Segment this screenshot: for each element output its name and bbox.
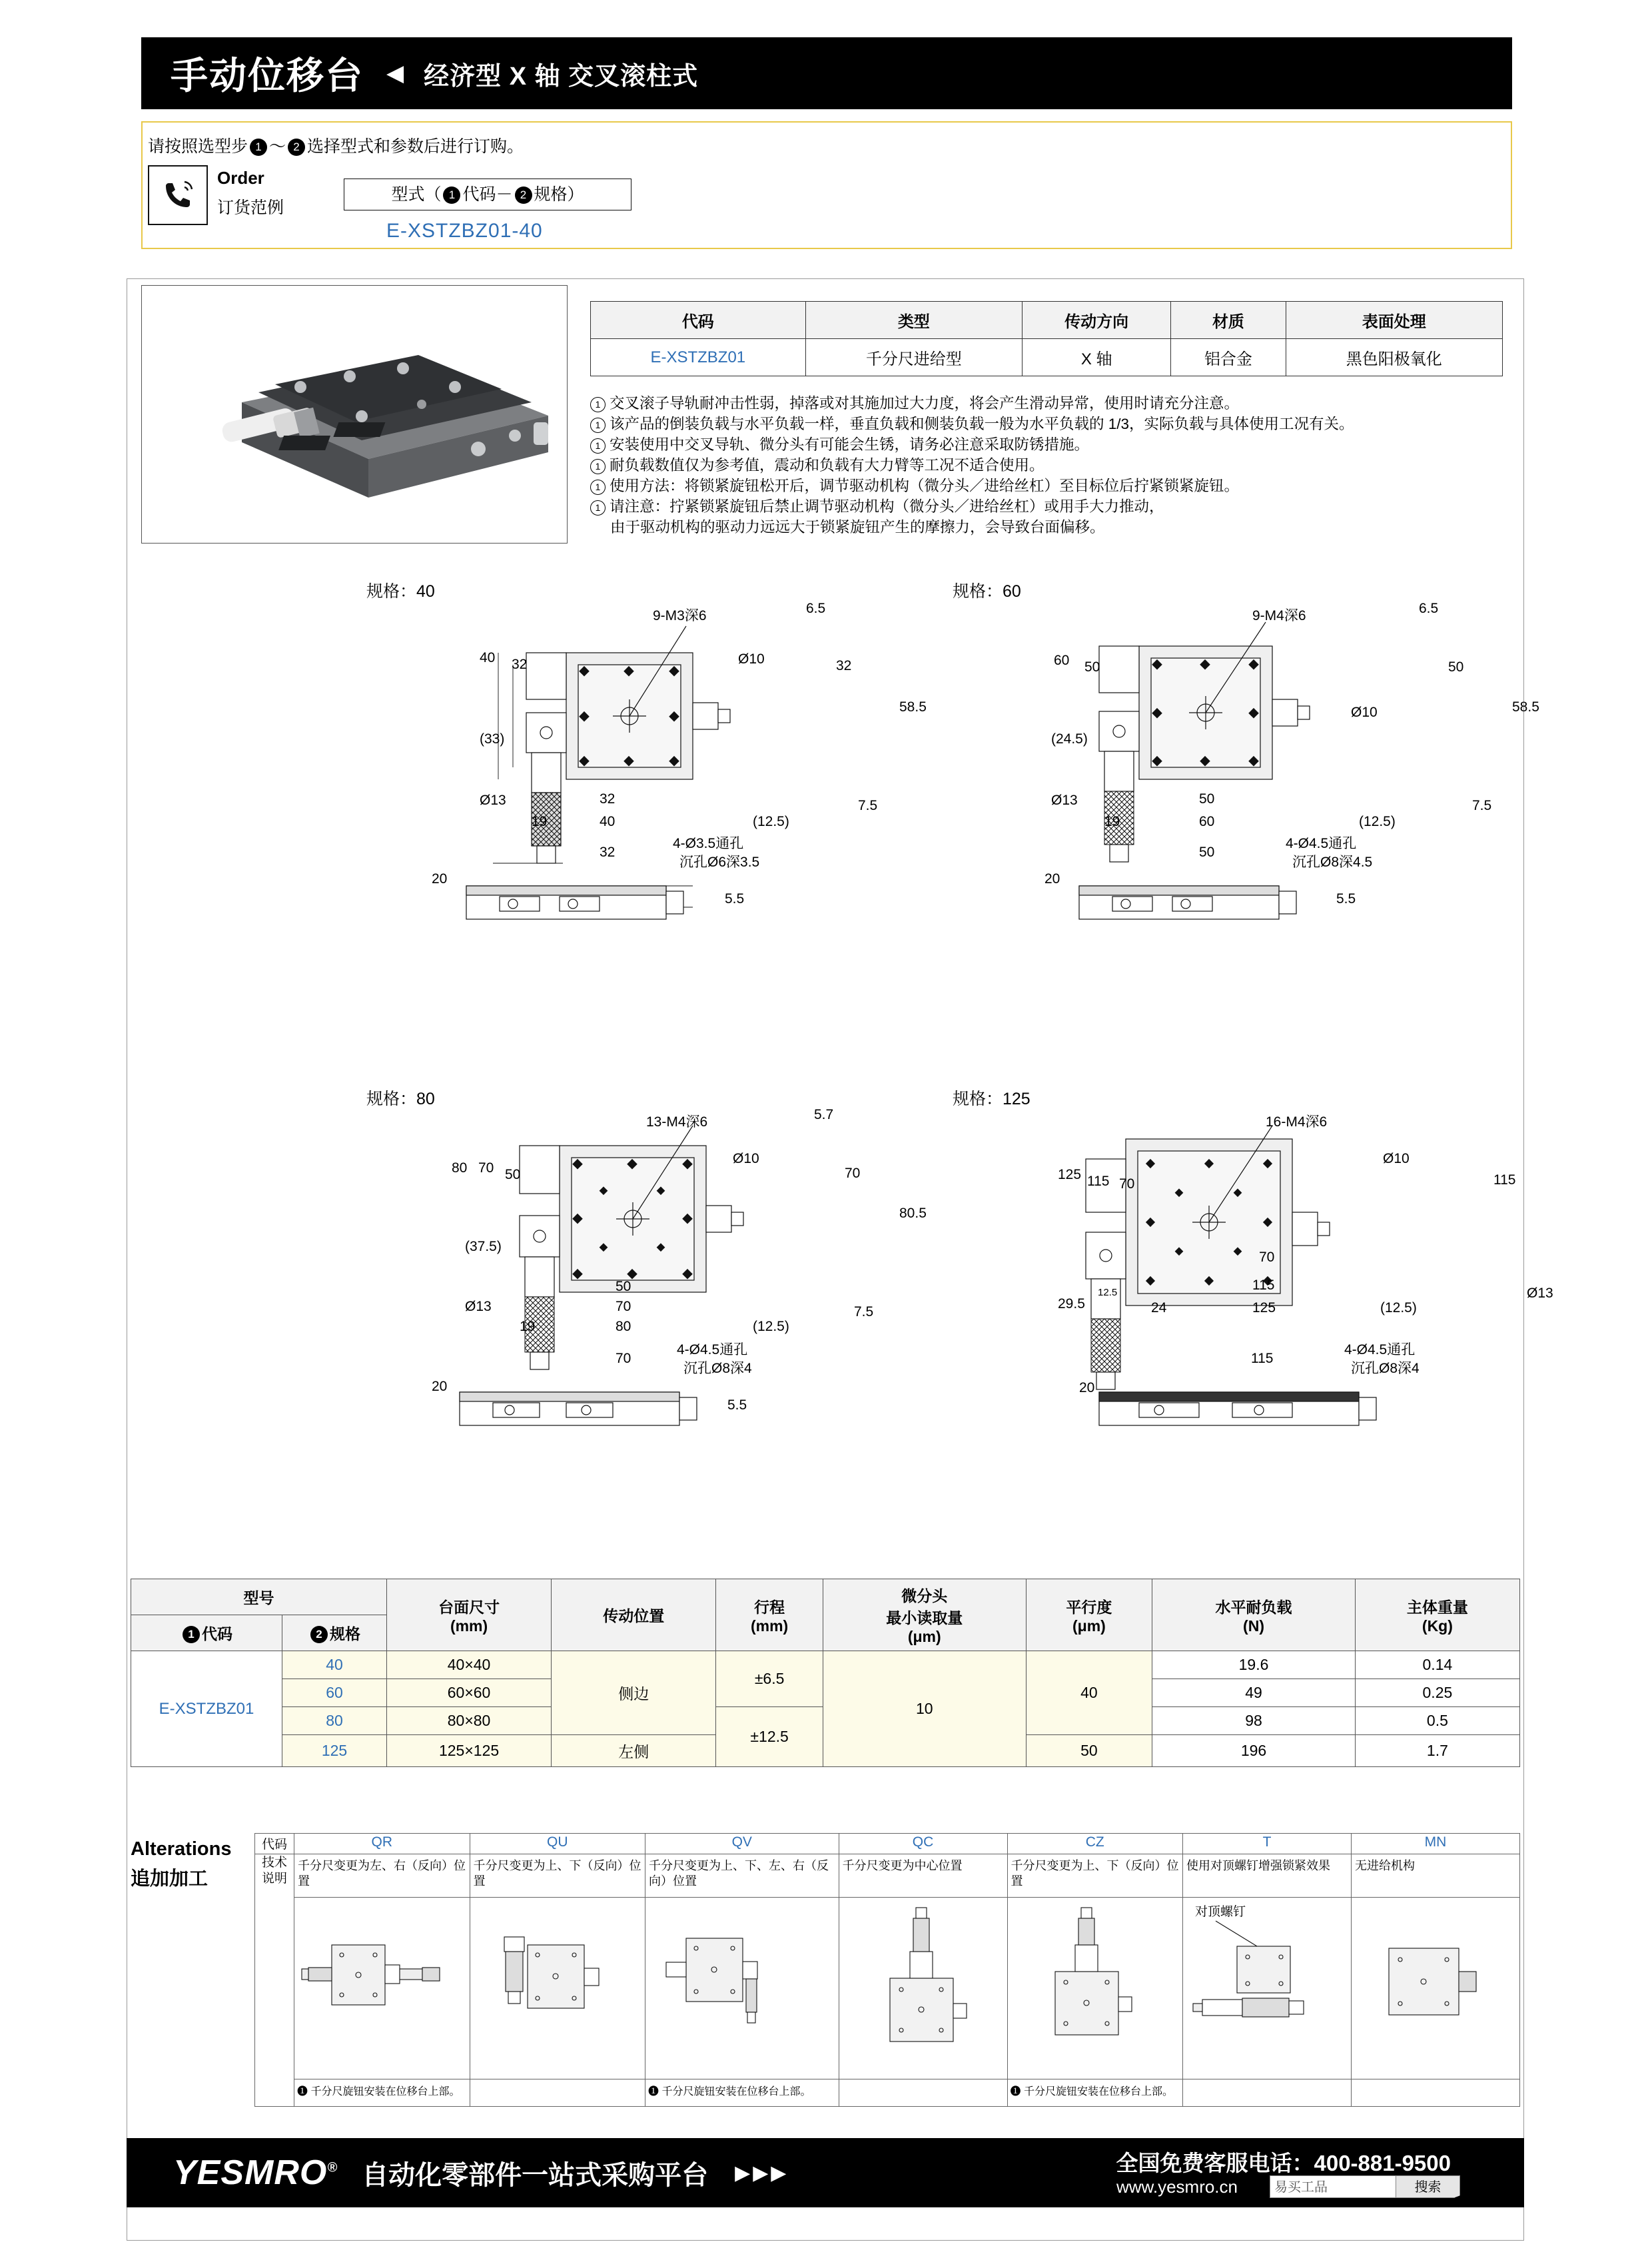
- dim-80-l: (12.5): [753, 1319, 789, 1334]
- footer-phone-number: 400-881-9500: [1314, 2151, 1451, 2175]
- footer-slogan: 自动化零部件一站式采购平台: [362, 2160, 709, 2190]
- drawing-80-side-svg: [426, 1359, 933, 1492]
- param-load-cell: 98: [1152, 1707, 1356, 1735]
- type-step-2-badge: 2: [515, 187, 532, 204]
- alt-qv-drawing: [646, 1898, 813, 2071]
- drawing-label-80: 规格：80: [366, 1090, 435, 1108]
- dim-topwidth-80: 5.7: [814, 1107, 834, 1122]
- order-instruction-post: 选择型式和参数后进行订购。: [307, 137, 524, 156]
- dim-60-i: 60: [1199, 814, 1215, 829]
- alt-code-header: 代码: [255, 1834, 294, 1854]
- alt-code-qv: QV: [645, 1834, 839, 1854]
- dim-125-j: Ø13: [1527, 1286, 1553, 1301]
- dim-125-dia: Ø10: [1383, 1151, 1410, 1166]
- dim-40-f: Ø13: [480, 793, 506, 808]
- alt-side-label-2: 说明: [261, 1872, 287, 1886]
- alt-code-qu: QU: [470, 1834, 645, 1854]
- phone-icon-svg: [159, 177, 197, 214]
- dim-40-j: (12.5): [753, 814, 789, 829]
- dim-80-f: (37.5): [465, 1239, 502, 1254]
- param-micro-cell: 10: [823, 1651, 1026, 1767]
- page-title: 手动位移台: [171, 55, 364, 97]
- drawing-label-125: 规格：125: [953, 1090, 1031, 1108]
- alt-qc-drawing: [840, 1898, 1007, 2071]
- param-size-cell: 125×125: [387, 1735, 552, 1767]
- spec-value-finish: 黑色阳极氧化: [1286, 339, 1502, 376]
- note-40-holes: 4-Ø3.5通孔: [673, 836, 744, 851]
- spec-header-direction: 传动方向: [1023, 302, 1171, 339]
- spec-step-badge: 2: [310, 1626, 328, 1643]
- alt-image-qr: [294, 1898, 470, 2079]
- dim-125-bottom-115: 115: [1251, 1351, 1274, 1366]
- param-header-size-text: 台面尺寸: [438, 1598, 500, 1616]
- search-button[interactable]: 搜索: [1396, 2175, 1460, 2198]
- param-drive-cell: 侧边: [552, 1651, 716, 1735]
- alt-desc-qr: 千分尺变更为左、右（反向）位置: [294, 1854, 470, 1898]
- dim-thread-125: 16-M4深6: [1266, 1114, 1328, 1130]
- dim-80-bottom-70: 70: [616, 1351, 631, 1366]
- dim-60-a: 60: [1054, 653, 1070, 668]
- alt-note-qr: ❶ 千分尺旋钮安装在位移台上部。: [294, 2079, 470, 2107]
- dim-80-j: 70: [616, 1299, 631, 1314]
- note-60-counterbore: 沉孔Ø8深4.5: [1292, 855, 1373, 870]
- dim-80-g: Ø13: [465, 1299, 492, 1314]
- note-item: [590, 476, 1516, 496]
- dim-40-bottom-55: 5.5: [725, 891, 745, 907]
- dim-40-h: 32: [600, 791, 616, 807]
- dim-60-bottom-50: 50: [1199, 845, 1215, 860]
- type-format-pre: 型式（: [391, 185, 442, 204]
- alt-qr-drawing: [295, 1898, 462, 2071]
- alt-code-qc: QC: [839, 1834, 1007, 1854]
- note-text: 使用方法：将锁紧旋钮松开后，调节驱动机构（微分头／进给丝杠）至目标位后拧紧锁紧旋钮。: [610, 478, 1240, 494]
- param-drive-cell: 左侧: [552, 1735, 716, 1767]
- alt-desc-t: 使用对顶螺钉增强锁紧效果: [1183, 1854, 1352, 1898]
- alt-image-cz: [1007, 1898, 1183, 2079]
- drawing-40-side-svg: [426, 853, 933, 986]
- page-header: [141, 37, 1512, 109]
- spec-header-finish: 表面处理: [1286, 302, 1502, 339]
- type-step-1-badge: 1: [443, 187, 460, 204]
- spec-header-code: 代码: [591, 302, 806, 339]
- param-header-load-text: 水平耐负载: [1215, 1598, 1292, 1616]
- alt-desc-qv: 千分尺变更为上、下、左、右（反向）位置: [645, 1854, 839, 1898]
- dim-40-i: 40: [600, 814, 616, 829]
- param-header-micro-1: 微分头: [901, 1587, 948, 1605]
- note-125-counterbore: 沉孔Ø8深4: [1351, 1361, 1420, 1376]
- note-text: 交叉滚子导轨耐冲击性弱，掉落或对其施加过大力度，将会产生滑动异常，使用时请充分注意。: [610, 395, 1240, 412]
- alt-desc-qc: 千分尺变更为中心位置: [839, 1854, 1007, 1898]
- alt-image-qc: [839, 1898, 1007, 2079]
- note-60-holes: 4-Ø4.5通孔: [1286, 836, 1357, 851]
- dim-125-k: 29.5: [1058, 1296, 1085, 1311]
- param-parallel-cell: 50: [1026, 1735, 1152, 1767]
- note-80-holes: 4-Ø4.5通孔: [677, 1342, 748, 1357]
- drawings-area: [133, 560, 1553, 1565]
- param-header-parallelism: [1026, 1579, 1152, 1651]
- dim-125-c: 70: [1119, 1176, 1135, 1192]
- param-load-cell: 49: [1152, 1679, 1356, 1707]
- param-spec-cell: 40: [282, 1651, 387, 1679]
- alt-note-mn: [1352, 2079, 1520, 2107]
- dim-80-a: 80: [452, 1160, 468, 1176]
- order-example-code: E-XSTZBZ01-40: [386, 220, 543, 242]
- step-1-badge: 1: [250, 139, 267, 156]
- dim-125-g: 125: [1252, 1300, 1276, 1315]
- spec-value-material: 铝合金: [1171, 339, 1286, 376]
- alt-image-t: [1183, 1898, 1352, 2079]
- code-step-badge: 1: [183, 1626, 200, 1643]
- alt-note-cz: ❶ 千分尺旋钮安装在位移台上部。: [1007, 2079, 1183, 2107]
- param-header-weight: [1355, 1579, 1519, 1651]
- dim-60-h: 50: [1199, 791, 1215, 807]
- param-header-micro-unit: (μm): [907, 1628, 941, 1645]
- alt-t-drawing: [1184, 1898, 1350, 2065]
- alt-code-t: T: [1183, 1834, 1352, 1854]
- alt-desc-row: [255, 1854, 1520, 1898]
- dim-40-g: 19: [532, 814, 548, 829]
- alt-code-mn: MN: [1352, 1834, 1520, 1854]
- param-parallel-cell: 40: [1026, 1651, 1152, 1735]
- alt-desc-mn: 无进给机构: [1352, 1854, 1520, 1898]
- dim-60-d: 58.5: [1512, 699, 1539, 715]
- alt-cz-drawing: [1009, 1898, 1175, 2071]
- order-instruction: [148, 133, 524, 157]
- right-arrows-icon: ▶▶▶: [735, 2161, 789, 2184]
- company-logo: [173, 2153, 338, 2193]
- param-header-code-text: 代码: [202, 1625, 232, 1643]
- type-format-code: 代码: [462, 185, 496, 204]
- page-footer: [127, 2138, 1524, 2207]
- note-80-counterbore: 沉孔Ø8深4: [683, 1361, 752, 1376]
- alt-note-qu: [470, 2079, 645, 2107]
- note-bullet-icon: 1: [590, 480, 606, 495]
- param-header-weight-unit: (Kg): [1422, 1617, 1453, 1635]
- alt-mn-drawing: [1352, 1898, 1519, 2071]
- dim-125-b: 115: [1087, 1174, 1110, 1189]
- param-header-spec-text: 规格: [330, 1625, 360, 1643]
- page-subtitle: 经济型 X 轴 交叉滚柱式: [424, 62, 699, 91]
- dim-60-b: 50: [1084, 659, 1100, 675]
- dim-125-i: (12.5): [1380, 1300, 1417, 1315]
- footer-phone: [1116, 2146, 1451, 2177]
- param-spec-cell: 60: [282, 1679, 387, 1707]
- param-header-parallel-text: 平行度: [1066, 1598, 1112, 1616]
- alterations-title-en: Alterations: [131, 1838, 232, 1860]
- dim-80-e: 80.5: [899, 1206, 927, 1221]
- note-text: 安装使用中交叉导轨、微分头有可能会生锈，请务必注意采取防锈措施。: [610, 436, 1090, 453]
- param-header-parallel-unit: (μm): [1072, 1617, 1106, 1635]
- dim-125-bottom-20: 20: [1079, 1380, 1095, 1395]
- alt-code-cz: CZ: [1007, 1834, 1183, 1854]
- alt-note-row: [255, 2079, 1520, 2107]
- alt-note-qc: [839, 2079, 1007, 2107]
- dim-125-e: 70: [1259, 1250, 1275, 1265]
- dim-80-d: 70: [845, 1166, 861, 1181]
- drawing-60-side-svg: [1039, 853, 1545, 986]
- param-header-stroke: [716, 1579, 823, 1651]
- param-size-cell: 40×40: [387, 1651, 552, 1679]
- note-item: [590, 414, 1516, 434]
- dim-40-c: 32: [836, 658, 852, 673]
- param-stroke-cell: ±12.5: [716, 1707, 823, 1767]
- param-header-weight-text: 主体重量: [1406, 1598, 1468, 1616]
- param-header-load-unit: (N): [1243, 1617, 1264, 1635]
- dim-40-e: (33): [480, 731, 505, 747]
- alt-desc-qu: 千分尺变更为上、下（反向）位置: [470, 1854, 645, 1898]
- product-photo-svg: [142, 286, 567, 543]
- param-code-cell: E-XSTZBZ01: [131, 1651, 282, 1767]
- dim-thread-60: 9-M4深6: [1252, 608, 1306, 623]
- note-text: 请注意：拧紧锁紧旋钮后禁止调节驱动机构（微分头／进给丝杠）或用手大力推动，: [610, 498, 1164, 515]
- dim-thread-80: 13-M4深6: [646, 1114, 708, 1130]
- order-label-cn: 订货范例: [217, 198, 284, 217]
- dim-125-l: 12.5: [1098, 1287, 1118, 1298]
- product-photo: [141, 285, 568, 544]
- note-item: [590, 496, 1516, 517]
- param-header-stroke-unit: (mm): [751, 1617, 789, 1635]
- note-item: [590, 434, 1516, 455]
- param-header-size-unit: (mm): [450, 1617, 488, 1635]
- param-header-stroke-text: 行程: [754, 1598, 785, 1616]
- dim-topwidth-40: 6.5: [806, 601, 826, 616]
- dim-60-e: (24.5): [1051, 731, 1088, 747]
- note-40-counterbore: 沉孔Ø6深3.5: [679, 855, 760, 870]
- param-header-micro-2: 最小读取量: [886, 1609, 963, 1627]
- dim-80-bottom-55: 5.5: [727, 1397, 747, 1413]
- note-bullet-icon: 1: [590, 418, 606, 433]
- dim-60-j: (12.5): [1359, 814, 1396, 829]
- dim-60-bottom-55: 5.5: [1336, 891, 1356, 907]
- note-continuation: 由于驱动机构的驱动力远远大于锁紧旋钮产生的摩擦力，会导致台面偏移。: [610, 519, 1105, 536]
- order-type-format: [344, 179, 631, 210]
- phone-icon: [148, 165, 208, 225]
- alt-note-t: [1183, 2079, 1352, 2107]
- mouse-cursor-icon: [1455, 2194, 1469, 2208]
- alt-qu-drawing: [471, 1898, 637, 2071]
- note-bullet-icon: 1: [590, 459, 606, 474]
- dim-80-k: 80: [616, 1319, 631, 1334]
- drawing-label-60: 规格：60: [953, 582, 1021, 601]
- alt-desc-cz: 千分尺变更为上、下（反向）位置: [1007, 1854, 1183, 1898]
- param-header-load: [1152, 1579, 1356, 1651]
- note-text: 耐负载数值仅为参考值，震动和负载有大力臂等工况不适合使用。: [610, 457, 1044, 474]
- note-125-holes: 4-Ø4.5通孔: [1344, 1342, 1416, 1357]
- notes-list: [590, 393, 1516, 538]
- param-weight-cell: 0.5: [1355, 1707, 1519, 1735]
- spec-value-direction: X 轴: [1023, 339, 1171, 376]
- drawing-125-side-svg: [1066, 1359, 1572, 1492]
- param-size-cell: 60×60: [387, 1679, 552, 1707]
- footer-website: www.yesmro.cn: [1116, 2177, 1238, 2197]
- dim-80-m: 7.5: [854, 1304, 874, 1319]
- dim-125-a: 125: [1058, 1167, 1082, 1182]
- footer-phone-label: 全国免费客服电话：: [1116, 2151, 1314, 2175]
- alt-side-label: [255, 1854, 294, 2107]
- param-weight-cell: 1.7: [1355, 1735, 1519, 1767]
- note-bullet-icon: 1: [590, 397, 606, 412]
- dim-80-h: 19: [520, 1319, 536, 1334]
- dim-125-f: 115: [1252, 1278, 1275, 1293]
- note-text: 该产品的倒装负载与水平负载一样，垂直负载和侧装负载一般为水平负载的 1/3，实际负载与具体使用工况有关。: [610, 416, 1354, 432]
- dim-40-dia: Ø10: [738, 651, 765, 667]
- param-header-row-1: [131, 1579, 1520, 1615]
- spec-table-row: [591, 339, 1503, 376]
- search-input[interactable]: 易买工品: [1270, 2175, 1396, 2198]
- drawing-label-40: 规格：40: [366, 582, 435, 601]
- param-spec-cell: 125: [282, 1735, 387, 1767]
- dim-40-k: 7.5: [858, 798, 878, 813]
- dim-60-c: 50: [1448, 659, 1464, 675]
- alt-image-qv: [645, 1898, 839, 2079]
- alt-t-callout: 对顶螺钉: [1195, 1905, 1246, 1919]
- alterations-title-cn: 追加加工: [131, 1868, 208, 1890]
- spec-value-type: 千分尺进给型: [805, 339, 1022, 376]
- param-size-cell: 80×80: [387, 1707, 552, 1735]
- spec-value-code: E-XSTZBZ01: [591, 339, 806, 376]
- step-2-badge: 2: [288, 139, 305, 156]
- spec-table: [590, 301, 1503, 376]
- param-header-spec: [282, 1615, 387, 1651]
- spec-header-type: 类型: [805, 302, 1022, 339]
- param-header-code: [131, 1615, 282, 1651]
- param-header-micrometer: [823, 1579, 1026, 1651]
- dim-40-bottom-32: 32: [600, 845, 616, 860]
- spec-header-material: 材质: [1171, 302, 1286, 339]
- param-header-size: [387, 1579, 552, 1651]
- dim-80-dia: Ø10: [733, 1151, 759, 1166]
- alt-code-qr: QR: [294, 1834, 470, 1854]
- param-stroke-cell: ±6.5: [716, 1651, 823, 1707]
- note-bullet-icon: 1: [590, 438, 606, 454]
- dim-60-dia: Ø10: [1351, 705, 1378, 720]
- dim-thread-40: 9-M3深6: [653, 608, 707, 623]
- order-label-en: Order: [217, 168, 264, 188]
- param-header-drive: 传动位置: [552, 1579, 716, 1651]
- dim-40-d: 58.5: [899, 699, 927, 715]
- param-weight-cell: 0.25: [1355, 1679, 1519, 1707]
- type-format-dash: －: [496, 185, 513, 204]
- param-load-cell: 196: [1152, 1735, 1356, 1767]
- dim-80-i: 50: [616, 1279, 631, 1294]
- param-header-model: 型号: [131, 1579, 387, 1615]
- alt-side-label-1: 技术: [261, 1856, 287, 1870]
- dim-topwidth-60: 6.5: [1419, 601, 1439, 616]
- dim-125-d: 115: [1493, 1172, 1516, 1188]
- alt-code-row: [255, 1834, 1520, 1854]
- alt-note-qv: ❶ 千分尺旋钮安装在位移台上部。: [645, 2079, 839, 2107]
- dim-40-b: 32: [512, 657, 528, 672]
- order-instruction-mid: ～: [269, 137, 286, 156]
- note-item: [590, 455, 1516, 476]
- table-row: [131, 1651, 1520, 1679]
- alt-image-row: [255, 1898, 1520, 2079]
- spec-table-header-row: [591, 302, 1503, 339]
- alterations-table: [254, 1833, 1520, 2107]
- dim-60-bottom-20: 20: [1044, 871, 1060, 887]
- company-logo-text: YESMRO: [173, 2153, 328, 2192]
- dim-60-g: 19: [1104, 814, 1120, 829]
- dim-125-h: 24: [1151, 1300, 1167, 1315]
- registered-mark-icon: ®: [327, 2160, 338, 2175]
- alt-image-qu: [470, 1898, 645, 2079]
- dim-60-k: 7.5: [1472, 798, 1492, 813]
- alt-image-mn: [1352, 1898, 1520, 2079]
- parameter-table: [131, 1579, 1520, 1767]
- dim-80-bottom-20: 20: [432, 1379, 448, 1394]
- param-load-cell: 19.6: [1152, 1651, 1356, 1679]
- dim-80-b: 70: [478, 1160, 494, 1176]
- left-arrow-icon: ◀: [386, 61, 404, 86]
- note-bullet-icon: 1: [590, 500, 606, 516]
- note-item: [590, 393, 1516, 414]
- dim-40-a: 40: [480, 650, 496, 665]
- dim-40-bottom-20: 20: [432, 871, 448, 887]
- order-instruction-pre: 请按照选型步: [148, 137, 248, 156]
- param-spec-cell: 80: [282, 1707, 387, 1735]
- param-weight-cell: 0.14: [1355, 1651, 1519, 1679]
- search-box[interactable]: [1270, 2175, 1460, 2198]
- type-format-spec: 规格）: [534, 185, 584, 204]
- dim-80-c: 50: [505, 1167, 521, 1182]
- dim-60-f: Ø13: [1051, 793, 1078, 808]
